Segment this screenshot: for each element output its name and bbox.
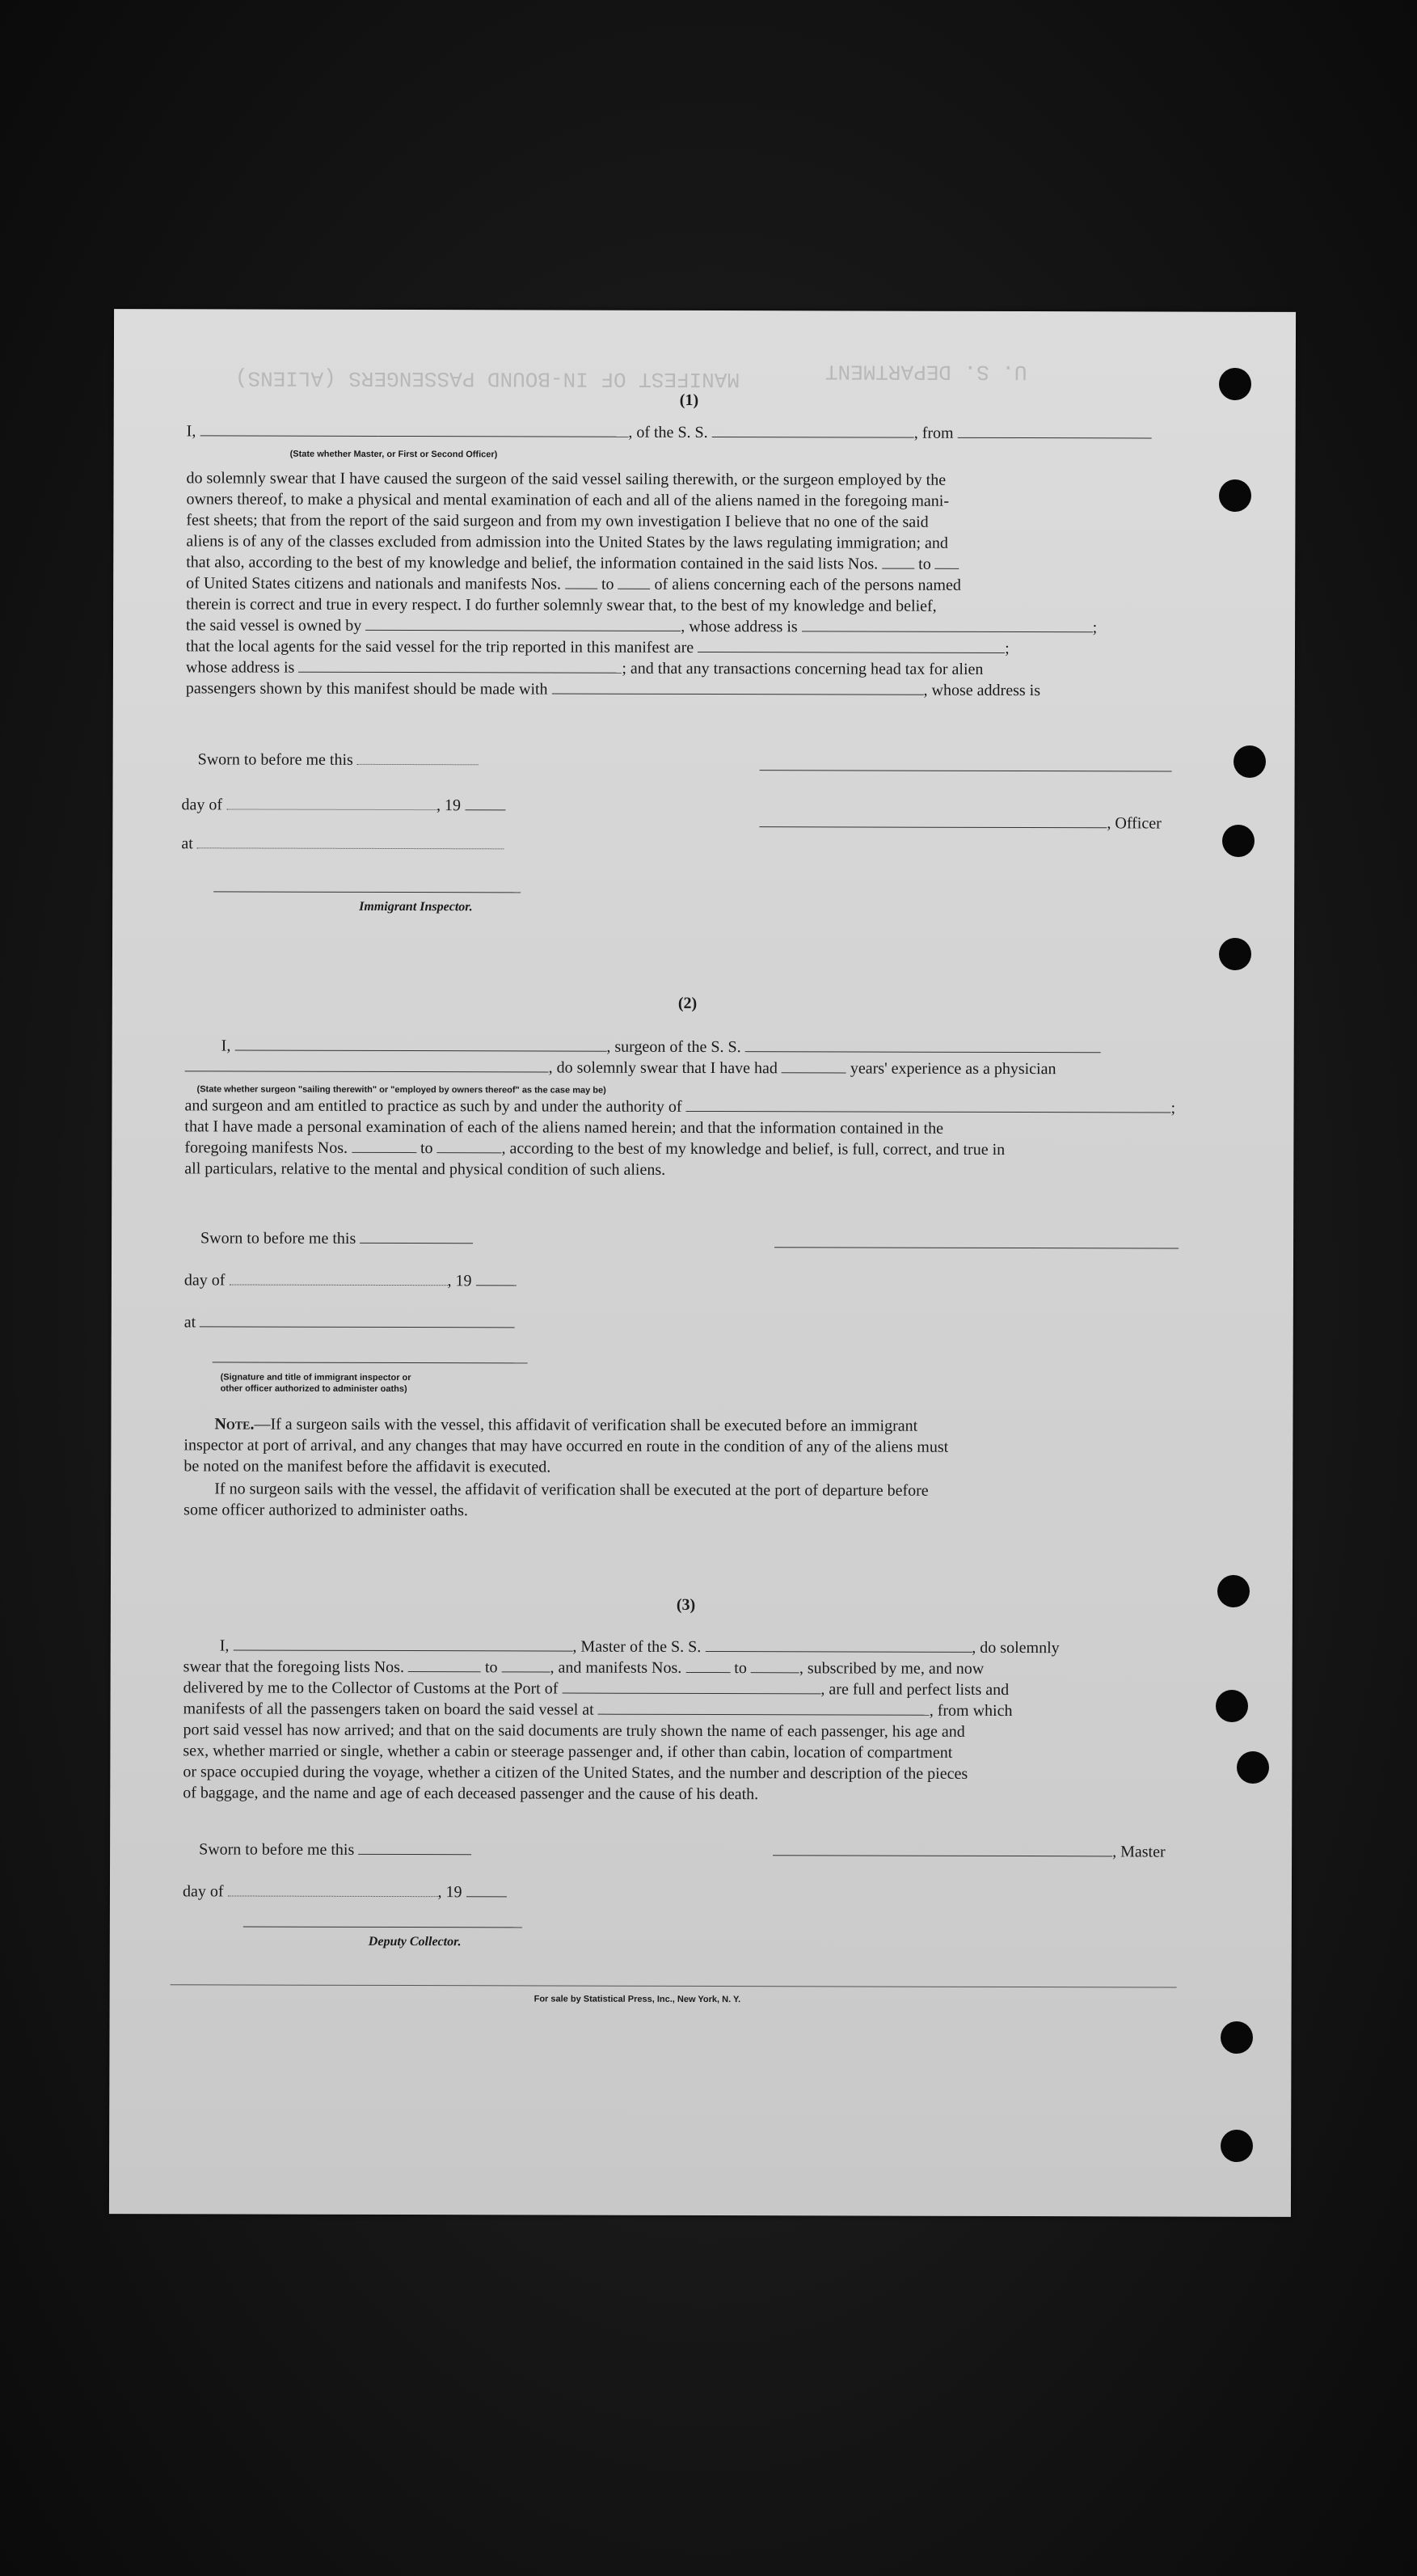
- year-field[interactable]: [466, 1881, 506, 1897]
- paragraph-line: of United States citizens and nationals and manifests Nos. to of aliens concerning each of the persons named: [186, 574, 961, 594]
- master-name-field[interactable]: [233, 1635, 572, 1651]
- sworn-line: Sworn to before me this: [200, 1227, 473, 1249]
- manifest-to-field[interactable]: [437, 1138, 502, 1153]
- list-no-to[interactable]: [935, 554, 959, 569]
- officer-line: , Officer: [759, 812, 1161, 834]
- surgeon-name-field[interactable]: [234, 1035, 606, 1051]
- day-field[interactable]: [227, 1881, 437, 1897]
- manifest-from-field[interactable]: [685, 1658, 730, 1673]
- punch-hole: [1219, 368, 1251, 400]
- list-from-field[interactable]: [408, 1657, 481, 1672]
- paragraph-line: that also, according to the best of my knowledge and belief, the information contained in the said lists Nos. to: [186, 551, 959, 575]
- signature-line: [213, 891, 521, 893]
- day-line: day of , 19: [183, 1881, 507, 1902]
- section-heading: (3): [676, 1595, 696, 1614]
- signature-line: [243, 1927, 522, 1928]
- departure-port-field[interactable]: [598, 1700, 930, 1716]
- master-oath-line: sex, whether married or single, whether a cabin or steerage passenger and, if other than cabin, location of compartment: [183, 1742, 953, 1762]
- year-field[interactable]: [475, 1270, 516, 1286]
- surgeon-line: all particulars, relative to the mental and physical condition of such aliens.: [184, 1159, 666, 1179]
- list-to-field[interactable]: [502, 1657, 550, 1672]
- inspector-caption: Immigrant Inspector.: [359, 899, 473, 914]
- punch-hole: [1221, 2130, 1253, 2162]
- paragraph-line: therein is correct and true in every respect. I do further solemnly swear that, to the best of my knowledge and belief,: [186, 595, 937, 615]
- label-i: I,: [186, 422, 196, 441]
- paragraph-line: the said vessel is owned by , whose address is ;: [186, 616, 1098, 637]
- punch-hole: [1217, 1575, 1250, 1607]
- sworn-date-field[interactable]: [357, 750, 479, 765]
- port-field[interactable]: [562, 1679, 820, 1695]
- manifest-no-to[interactable]: [618, 574, 651, 589]
- master-oath-line: manifests of all the passengers taken on board the said vessel at , from which: [183, 1700, 1013, 1721]
- paragraph-line: aliens is of any of the classes excluded from admission into the United States by the laws regulating immigration; and: [186, 532, 948, 552]
- surgeon-status-field[interactable]: [185, 1056, 549, 1072]
- master-oath-line: of baggage, and the name and age of each deceased passenger and the cause of his death.: [183, 1784, 759, 1804]
- sworn-line: Sworn to before me this: [199, 1839, 471, 1860]
- agents-address-field[interactable]: [298, 657, 622, 674]
- bleed-through-text: U. S. DEPARTMENT: [824, 359, 1027, 385]
- owner-field[interactable]: [365, 615, 681, 631]
- master-signature-field[interactable]: [773, 1840, 1112, 1856]
- punch-hole: [1221, 2021, 1253, 2054]
- list-no-from[interactable]: [882, 554, 914, 569]
- signature-line: [774, 1247, 1179, 1248]
- from-field[interactable]: [958, 423, 1152, 439]
- surgeon-line: that I have made a personal examination of each of the aliens named herein; and that the information contained in the: [184, 1117, 944, 1138]
- master-oath-line: I, , Master of the S. S. , do solemnly: [219, 1636, 1060, 1658]
- section-heading: (2): [677, 994, 698, 1012]
- surgeon-line: foregoing manifests Nos. to , according to the best of my knowledge and belief, is full, correct, and true in: [184, 1138, 1006, 1159]
- master-line: [187, 420, 1152, 444]
- punch-hole: [1234, 745, 1266, 778]
- years-field[interactable]: [782, 1058, 846, 1073]
- manifest-from-field[interactable]: [352, 1138, 416, 1153]
- note-line: some officer authorized to administer oaths.: [183, 1501, 468, 1520]
- signature-caption: (Signature and title of immigrant inspector or: [220, 1372, 411, 1383]
- label-from: , from: [913, 424, 954, 442]
- surgeon-vessel-field[interactable]: [745, 1037, 1101, 1053]
- paragraph-line: that the local agents for the said vessel for the trip reported in this manifest are ;: [185, 637, 1010, 657]
- master-signature-line: , Master: [773, 1840, 1166, 1862]
- manifest-to-field[interactable]: [751, 1658, 799, 1673]
- surgeon-line: , do solemnly swear that I have had years' experience as a physician: [185, 1056, 1056, 1079]
- name-field[interactable]: [200, 420, 377, 437]
- collector-caption: Deputy Collector.: [368, 1934, 462, 1949]
- day-line: day of , 19: [181, 794, 505, 816]
- field-note: (State whether surgeon "sailing therewith" or "employed by owners thereof" as the case may be): [196, 1084, 606, 1096]
- paragraph-line: owners thereof, to make a physical and mental examination of each and all of the aliens named in the foregoing mani-: [186, 490, 950, 510]
- head-tax-field[interactable]: [552, 679, 924, 695]
- at-line: at: [184, 1311, 516, 1333]
- footer-rule: [171, 1984, 1177, 1987]
- punch-hole: [1222, 825, 1255, 857]
- note-line: be noted on the manifest before the affidavit is executed.: [183, 1457, 551, 1476]
- vessel-field[interactable]: [712, 422, 914, 438]
- paragraph-line: passengers shown by this manifest should be made with , whose address is: [185, 679, 1041, 700]
- note-label: Note.: [214, 1415, 255, 1434]
- at-field[interactable]: [197, 833, 504, 849]
- section-heading: (1): [679, 391, 699, 409]
- manifest-no-from[interactable]: [565, 574, 597, 589]
- at-line: at: [181, 833, 504, 855]
- bleed-through-text: MANIFEST OF IN-BOUND PASSENGERS (ALIENS): [234, 365, 740, 392]
- paragraph-line: do solemnly swear that I have caused the surgeon of the said vessel sailing therewith, or the surgeon employed by the: [186, 469, 947, 489]
- surgeon-line: and surgeon and am entitled to practice as such by and under the authority of ;: [184, 1096, 1176, 1117]
- field-note: (State whether Master, or First or Second Officer): [289, 449, 498, 460]
- punch-hole: [1216, 1690, 1248, 1722]
- year-field[interactable]: [465, 795, 505, 810]
- master-oath-line: port said vessel has now arrived; and that on the said documents are truly shown the name of each passenger, his age and: [183, 1721, 965, 1741]
- label-of-ss: , of the S. S.: [628, 423, 708, 442]
- punch-hole: [1219, 938, 1251, 970]
- paragraph-line: fest sheets; that from the report of the said surgeon and from my own investigation I believe that no one of the said: [186, 511, 929, 531]
- sworn-line: Sworn to before me this: [198, 749, 479, 771]
- printer-imprint: For sale by Statistical Press, Inc., New York, N. Y.: [533, 1994, 741, 2005]
- officer-signature-field[interactable]: [759, 812, 1107, 828]
- signature-line: [213, 1362, 528, 1363]
- sworn-date-field[interactable]: [358, 1839, 471, 1855]
- note-line: inspector at port of arrival, and any changes that may have occurred en route in the condition of any of the aliens must: [183, 1436, 949, 1456]
- note-line: If no surgeon sails with the vessel, the affidavit of verification shall be executed at the port of departure before: [214, 1480, 929, 1500]
- day-field[interactable]: [229, 1269, 447, 1286]
- manifest-form-page: [109, 309, 1296, 2217]
- punch-hole: [1237, 1751, 1269, 1784]
- surgeon-line: I, , surgeon of the S. S.: [221, 1035, 1101, 1058]
- owner-address-field[interactable]: [802, 616, 1093, 632]
- day-field[interactable]: [226, 794, 436, 810]
- master-oath-line: delivered by me to the Collector of Customs at the Port of , are full and perfect lists and: [183, 1679, 1010, 1699]
- signature-caption: other officer authorized to administer oaths): [220, 1383, 407, 1395]
- sworn-date-field[interactable]: [360, 1228, 473, 1244]
- paragraph-line: whose address is ; and that any transactions concerning head tax for alien: [185, 658, 984, 678]
- at-field[interactable]: [200, 1311, 515, 1328]
- master-oath-line: or space occupied during the voyage, whether a citizen of the United States, and the number and description of the pieces: [183, 1763, 968, 1783]
- signature-line: [760, 770, 1172, 771]
- master-oath-line: swear that the foregoing lists Nos. to , and manifests Nos. to , subscribed by me, and now: [183, 1658, 985, 1678]
- authority-field[interactable]: [685, 1096, 1170, 1113]
- note-line: Note.—If a surgeon sails with the vessel, this affidavit of verification shall be executed before an immigrant: [214, 1415, 918, 1435]
- agents-field[interactable]: [698, 637, 1005, 653]
- punch-hole: [1219, 479, 1251, 512]
- day-line: day of , 19: [184, 1269, 517, 1291]
- master-vessel-field[interactable]: [705, 1636, 972, 1653]
